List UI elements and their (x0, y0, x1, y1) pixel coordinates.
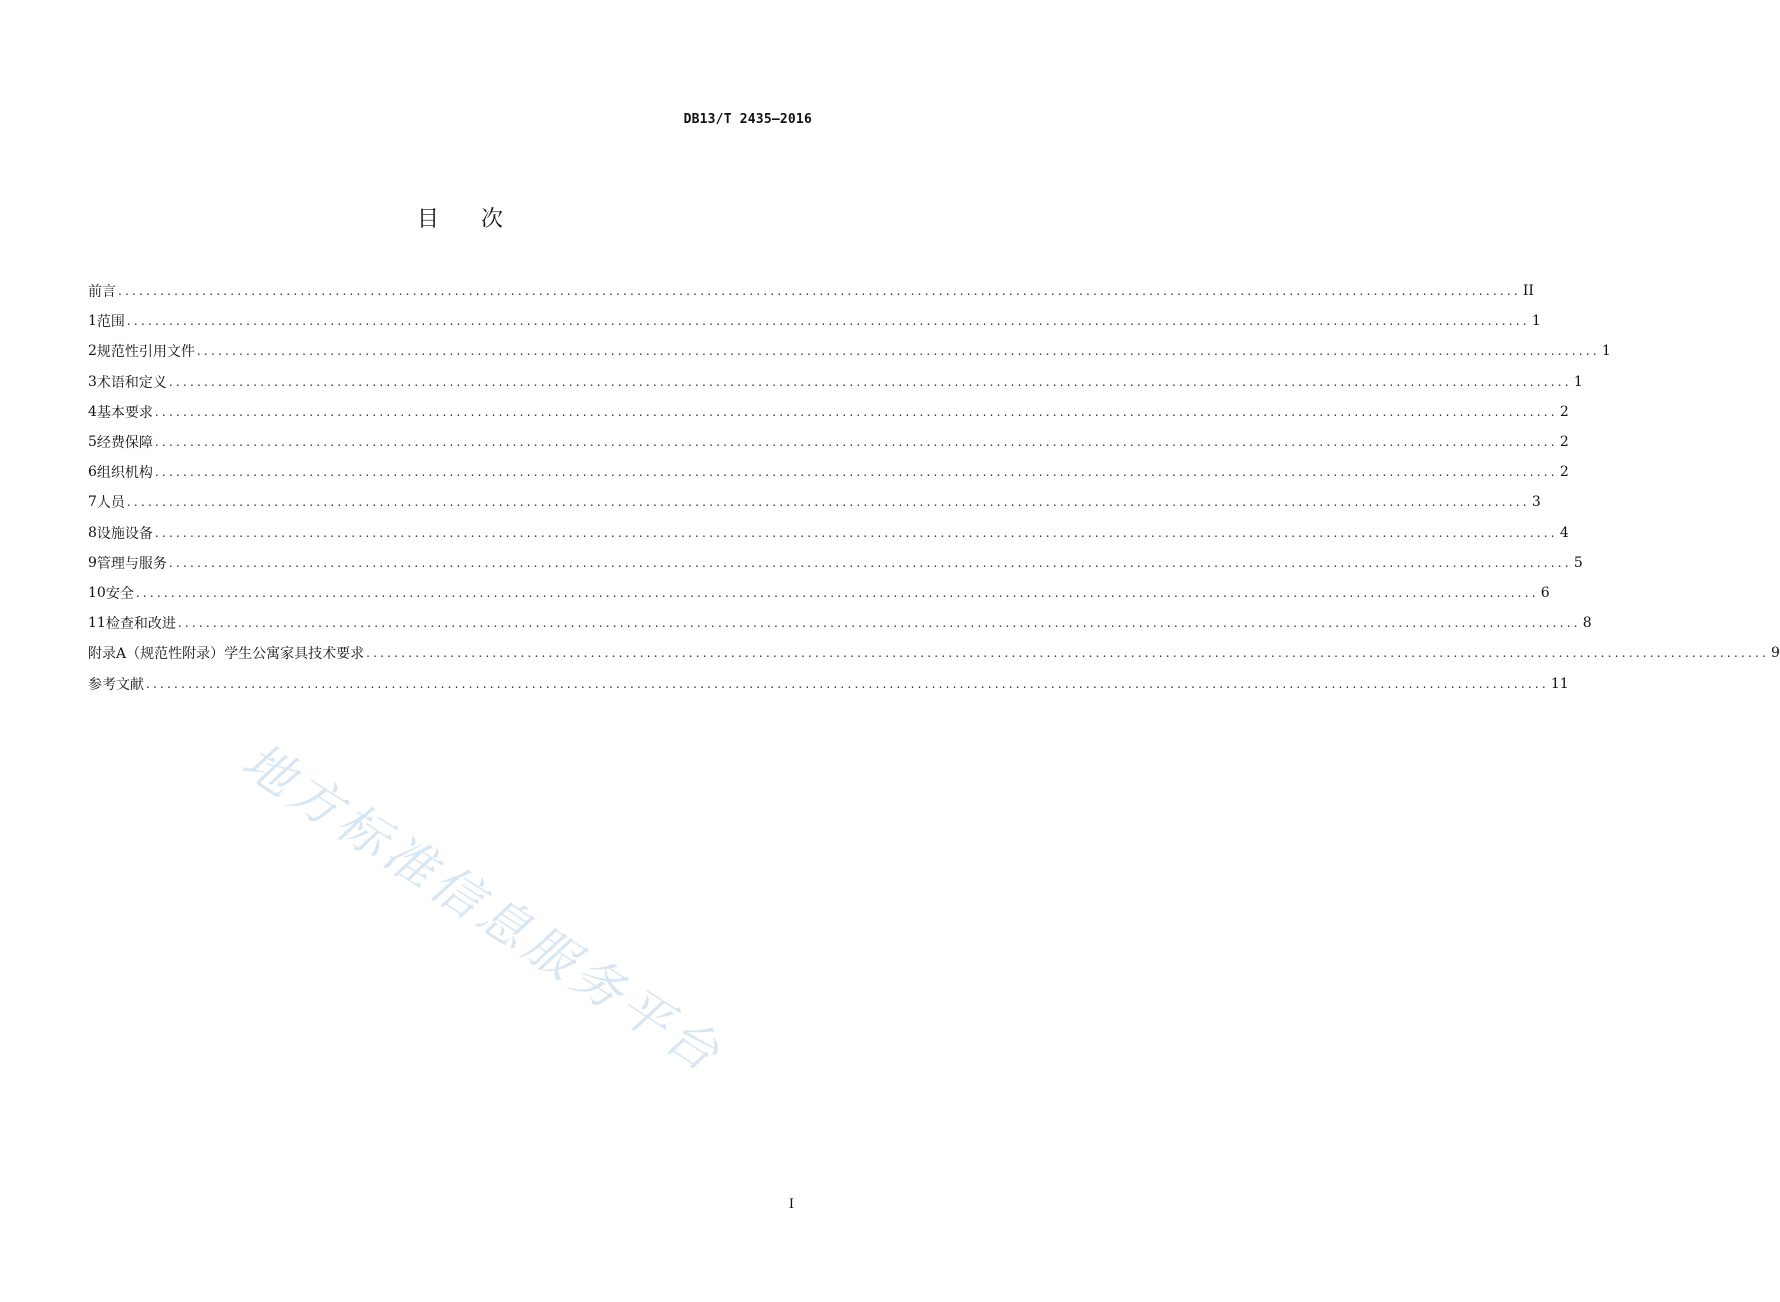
toc-leader-dots: ........................................................................................................................................................................................................ (154, 435, 1558, 450)
toc-entry-page: 4 (1559, 524, 1569, 541)
toc-entry-page: 8 (1582, 615, 1592, 632)
toc-entry-scope[interactable] (88, 306, 1541, 336)
toc-entry-number: 10 (88, 584, 106, 601)
toc-leader-dots: ........................................................................................................................................................................................................ (154, 465, 1558, 480)
toc-entry-terms-definitions[interactable] (88, 367, 1583, 397)
toc-entry-number: 9 (88, 554, 97, 571)
toc-entry-page: 5 (1573, 554, 1583, 571)
toc-leader-dots: ........................................................................................................................................................................................................ (168, 374, 1572, 389)
toc-leader-dots: ........................................................................................................................................................................................................ (118, 284, 1521, 299)
toc-entry-number: 4 (88, 403, 97, 420)
toc-entry-label: 范围 (96, 314, 125, 331)
toc-entry-label: 基本要求 (96, 404, 153, 421)
toc-entry-management-service[interactable] (88, 548, 1583, 578)
table-of-contents (88, 276, 1780, 699)
toc-entry-number: 3 (88, 373, 97, 390)
standard-code: DB13/T 2435—2016 (683, 112, 812, 127)
toc-entry-sublabel: 学生公寓家具技术要求 (224, 646, 365, 663)
toc-entry-inspection-improvement[interactable] (88, 608, 1592, 638)
toc-entry-page: 2 (1559, 434, 1569, 451)
toc-entry-page: 3 (1531, 494, 1541, 511)
toc-entry-foreword[interactable] (88, 276, 1534, 306)
toc-entry-label: 安全 (105, 585, 134, 602)
toc-entry-label: 管理与服务 (96, 555, 167, 572)
toc-leader-dots: ........................................................................................................................................................................................................ (168, 555, 1572, 570)
toc-entry-safety[interactable] (88, 578, 1550, 608)
toc-entry-page: 1 (1573, 373, 1583, 390)
watermark: 地方标准信息服务平台 (232, 731, 734, 1086)
toc-leader-dots: ........................................................................................................................................................................................................ (366, 646, 1770, 661)
page-number: I (788, 1197, 794, 1212)
toc-entry-basic-requirements[interactable] (88, 397, 1569, 427)
toc-entry-page: 11 (1550, 675, 1569, 692)
toc-entry-page: 2 (1559, 403, 1569, 420)
toc-entry-label: 前言 (88, 284, 116, 301)
toc-entry-page: II (1522, 283, 1534, 300)
toc-entry-number: 1 (88, 313, 97, 330)
toc-leader-dots: ........................................................................................................................................................................................................ (135, 585, 1539, 600)
toc-entry-label: 经费保障 (96, 435, 153, 452)
toc-leader-dots: ........................................................................................................................................................................................................ (146, 676, 1549, 691)
toc-entry-funding[interactable] (88, 427, 1569, 457)
toc-leader-dots: ........................................................................................................................................................................................................ (126, 495, 1530, 510)
toc-entry-number: 5 (88, 434, 97, 451)
toc-entry-page: 9 (1771, 645, 1780, 662)
toc-entry-number: 2 (88, 343, 97, 360)
toc-entry-page: 2 (1559, 464, 1569, 481)
toc-entry-normative-references[interactable] (88, 336, 1611, 366)
toc-leader-dots: ........................................................................................................................................................................................................ (154, 525, 1558, 540)
toc-entry-label: 附录A（规范性附录） (88, 646, 225, 663)
toc-entry-bibliography[interactable] (88, 668, 1569, 698)
toc-entry-label: 设施设备 (96, 525, 153, 542)
toc-entry-number: 7 (88, 494, 97, 511)
toc-leader-dots: ........................................................................................................................................................................................................ (126, 314, 1530, 329)
toc-entry-number: 11 (88, 615, 106, 632)
toc-leader-dots: ........................................................................................................................................................................................................ (154, 404, 1558, 419)
toc-entry-label: 术语和定义 (96, 374, 167, 391)
page-title: 目次 (416, 207, 545, 232)
toc-entry-page: 1 (1601, 343, 1611, 360)
toc-leader-dots: ........................................................................................................................................................................................................ (177, 616, 1581, 631)
toc-leader-dots: ........................................................................................................................................................................................................ (196, 344, 1600, 359)
toc-entry-label: 规范性引用文件 (96, 344, 195, 361)
toc-entry-label: 参考文献 (88, 676, 144, 693)
toc-entry-label: 人员 (96, 495, 125, 512)
toc-entry-label: 检查和改进 (105, 616, 176, 633)
toc-entry-page: 6 (1540, 584, 1550, 601)
toc-entry-page: 1 (1531, 313, 1541, 330)
toc-entry-personnel[interactable] (88, 487, 1541, 517)
toc-entry-number: 8 (88, 524, 97, 541)
toc-entry-label: 组织机构 (96, 465, 153, 482)
toc-entry-organization[interactable] (88, 457, 1569, 487)
toc-entry-number: 6 (88, 464, 97, 481)
toc-entry-appendix-a[interactable] (88, 638, 1780, 668)
toc-entry-facilities[interactable] (88, 518, 1569, 548)
